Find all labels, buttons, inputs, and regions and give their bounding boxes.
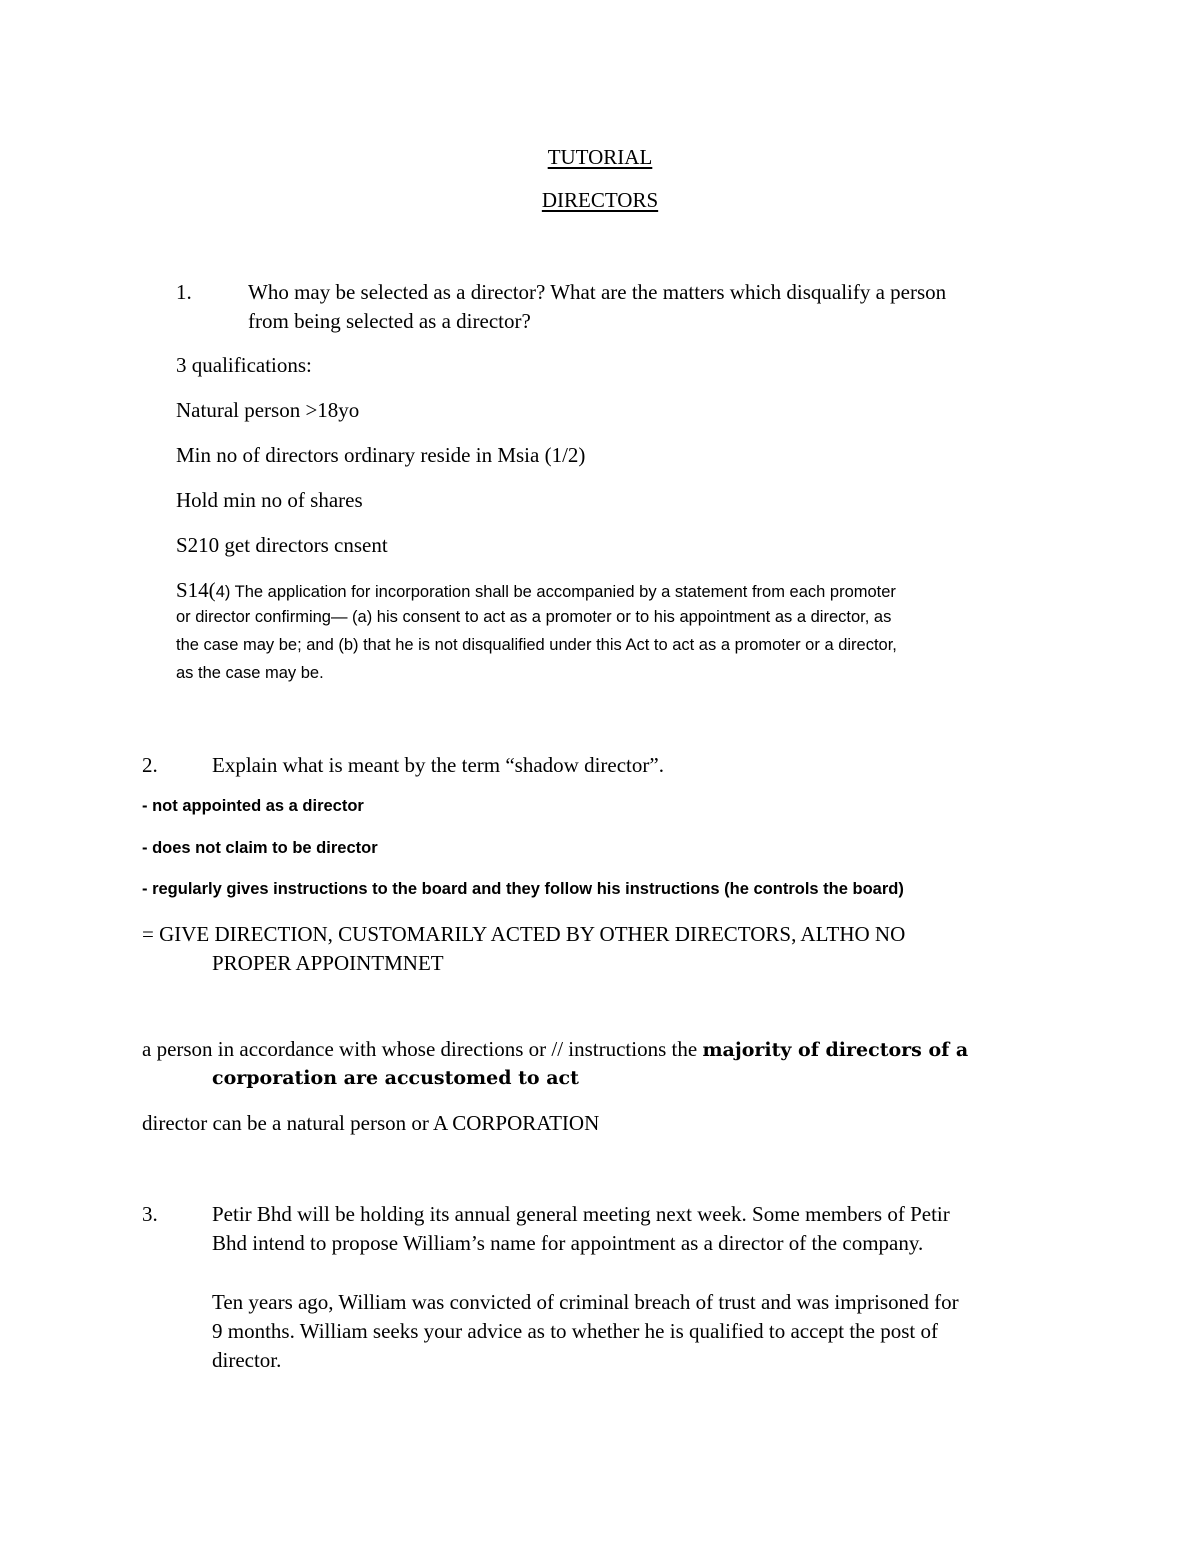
question-3-para-2-line-1: Ten years ago, William was convicted of criminal breach of trust and was imprisoned for [212,1290,959,1314]
shadow-director-definition-line-2: corporation are accustomed to act [212,1067,579,1089]
answer-2-bullet: - regularly gives instructions to the board and they follow his instructions (he controls the board) [142,880,904,898]
question-1-line-2: from being selected as a director? [248,309,531,333]
question-1-number: 1. [176,280,192,304]
definition-plain-text: a person in accordance with whose directions or // instructions the [142,1037,703,1061]
question-3-para-2-line-2: 9 months. William seeks your advice as to whether he is qualified to accept the post of [212,1319,938,1343]
question-3-para-2-line-3: director. [212,1348,282,1372]
question-2-number: 2. [142,753,158,777]
document-subtitle: DIRECTORS [541,188,659,212]
definition-bold-text: majority of directors of a [702,1039,969,1061]
statute-s14-line-3: the case may be; and (b) that he is not disqualified under this Act to act as a promoter or a director, [176,636,897,654]
answer-1-note: Min no of directors ordinary reside in Msia (1/2) [176,443,586,467]
answer-1-note: Hold min no of shares [176,488,363,512]
statute-s14-prefix: S14( [176,578,216,602]
answer-2-bullet: - does not claim to be director [142,839,378,857]
question-3-para-1-line-2: Bhd intend to propose William’s name for appointment as a director of the company. [212,1231,924,1255]
answer-2-summary-line-1: = GIVE DIRECTION, CUSTOMARILY ACTED BY OTHER DIRECTORS, ALTHO NO [142,922,906,946]
statute-s14-line-1 [176,578,896,603]
statute-s14-line-4: as the case may be. [176,664,324,682]
question-3-number: 3. [142,1202,158,1226]
shadow-director-definition-line-1 [142,1037,968,1062]
corporation-note: director can be a natural person or A CORPORATION [142,1111,600,1135]
statute-s14-text: 4) The application for incorporation shall be accompanied by a statement from each promoter [215,583,896,601]
question-3-para-1-line-1: Petir Bhd will be holding its annual general meeting next week. Some members of Petir [212,1202,950,1226]
question-2-text: Explain what is meant by the term “shadow director”. [212,753,664,777]
answer-2-summary-line-2: PROPER APPOINTMNET [212,951,444,975]
answer-1-note: S210 get directors cnsent [176,533,388,557]
answer-2-bullet: - not appointed as a director [142,797,364,815]
document-title: TUTORIAL [547,145,653,169]
answer-1-note: 3 qualifications: [176,353,312,377]
question-1-line-1: Who may be selected as a director? What are the matters which disqualify a person [248,280,947,304]
statute-s14-line-2: or director confirming— (a) his consent to act as a promoter or to his appointment as a director, as [176,608,892,626]
answer-1-note: Natural person >18yo [176,398,360,422]
